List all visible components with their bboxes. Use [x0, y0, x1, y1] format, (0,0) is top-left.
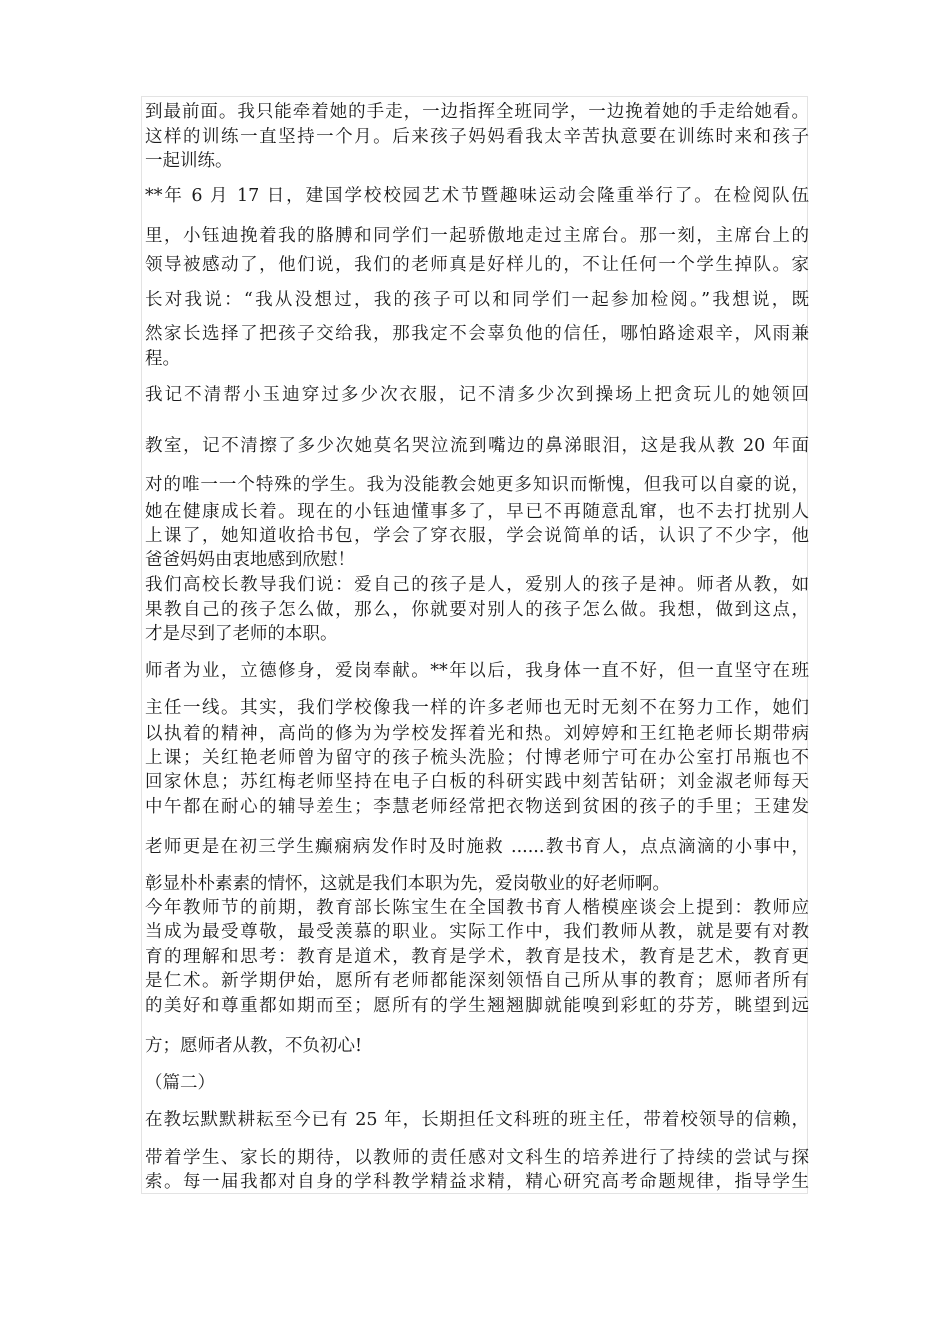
- text-line: 程。: [145, 349, 180, 369]
- text-line: 以执着的精神，高尚的修为为学校发挥着光和热。刘婷婷和王红艳老师长期带病: [145, 724, 809, 744]
- text-line: 教室，记不清擦了多少次她莫名哭泣流到嘴边的鼻涕眼泪，这是我从教 20 年面: [145, 436, 809, 456]
- text-line: 的美好和尊重都如期而至；愿所有的学生翘翘脚就能嗅到彩虹的芬芳，眺望到远: [145, 996, 809, 1016]
- text-line: 一起训练。: [145, 151, 233, 171]
- text-line: 上课了，她知道收拾书包，学会了穿衣服，学会说简单的话，认识了不少字，他: [145, 526, 809, 546]
- text-line: 带着学生、家长的期待，以教师的责任感对文科生的培养进行了持续的尝试与探: [145, 1148, 809, 1168]
- section-heading: （篇二）: [145, 1073, 215, 1093]
- text-line: 这样的训练一直坚持一个月。后来孩子妈妈看我太辛苦执意要在训练时来和孩子: [145, 127, 809, 147]
- text-line: 爸爸妈妈由衷地感到欣慰！: [145, 550, 355, 570]
- text-line: 到最前面。我只能牵着她的手走，一边指挥全班同学，一边挽着她的手走给她看。: [145, 102, 809, 122]
- text-line: 当成为最受尊敬，最受羡慕的职业。实际工作中，我们教师从教，就是要有对教: [145, 922, 809, 942]
- text-line: 对的唯一一个特殊的学生。我为没能教会她更多知识而惭愧，但我可以自豪的说，: [145, 475, 809, 495]
- text-line: 今年教师节的前期，教育部长陈宝生在全国教书育人楷模座谈会上提到：教师应: [145, 898, 809, 918]
- text-line: 彰显朴朴素素的情怀，这就是我们本职为先，爱岗敬业的好老师啊。: [145, 874, 670, 894]
- text-line: 育的理解和思考：教育是道术，教育是学术，教育是技术，教育是艺术，教育更: [145, 947, 809, 967]
- text-line: 她在健康成长着。现在的小钰迪懂事多了，早已不再随意乱窜，也不去打扰别人: [145, 502, 809, 522]
- text-line: 我们高校长教导我们说：爱自己的孩子是人，爱别人的孩子是神。师者从教，如: [145, 575, 809, 595]
- text-line: 领导被感动了，他们说，我们的老师真是好样儿的，不让任何一个学生掉队。家: [145, 255, 809, 275]
- text-line: 是仁术。新学期伊始，愿所有老师都能深刻领悟自己所从事的教育；愿师者所有: [145, 971, 809, 991]
- text-line: 果教自己的孩子怎么做，那么，你就要对别人的孩子怎么做。我想，做到这点，: [145, 600, 809, 620]
- text-line: 方；愿师者从教，不负初心!: [145, 1036, 363, 1056]
- text-line: 主任一线。其实，我们学校像我一样的许多老师也无时无刻不在努力工作，她们: [145, 698, 809, 718]
- text-line: 老师更是在初三学生癫痫病发作时及时施救 ......教书育人，点点滴滴的小事中，: [145, 837, 809, 857]
- text-line: 里，小钰迪挽着我的胳膊和同学们一起骄傲地走过主席台。那一刻，主席台上的: [145, 226, 809, 246]
- text-line: 然家长选择了把孩子交给我，那我定不会辜负他的信任，哪怕路途艰辛，风雨兼: [145, 324, 809, 344]
- text-line: 才是尽到了老师的本职。: [145, 624, 338, 644]
- text-line: **年 6 月 17 日，建国学校校园艺术节暨趣味运动会隆重举行了。在检阅队伍: [145, 186, 809, 206]
- text-line: 长对我说：“我从没想过，我的孩子可以和同学们一起参加检阅。”我想说，既: [145, 290, 809, 310]
- text-line: 我记不清帮小玉迪穿过多少次衣服，记不清多少次到操场上把贪玩儿的她领回: [145, 385, 809, 405]
- text-line: 在教坛默默耕耘至今已有 25 年，长期担任文科班的班主任，带着校领导的信赖，: [145, 1110, 809, 1130]
- text-line: 中午都在耐心的辅导差生；李慧老师经常把衣物送到贫困的孩子的手里；王建发: [145, 797, 809, 817]
- text-line: 上课；关红艳老师曾为留守的孩子梳头洗脸；付博老师宁可在办公室打吊瓶也不: [145, 748, 809, 768]
- text-line: 师者为业，立德修身，爱岗奉献。**年以后，我身体一直不好，但一直坚守在班: [145, 661, 809, 681]
- text-line: 索。每一届我都对自身的学科教学精益求精，精心研究高考命题规律，指导学生: [145, 1172, 809, 1192]
- text-line: 回家休息；苏红梅老师坚持在电子白板的科研实践中刻苦钻研；刘金淑老师每天: [145, 772, 809, 792]
